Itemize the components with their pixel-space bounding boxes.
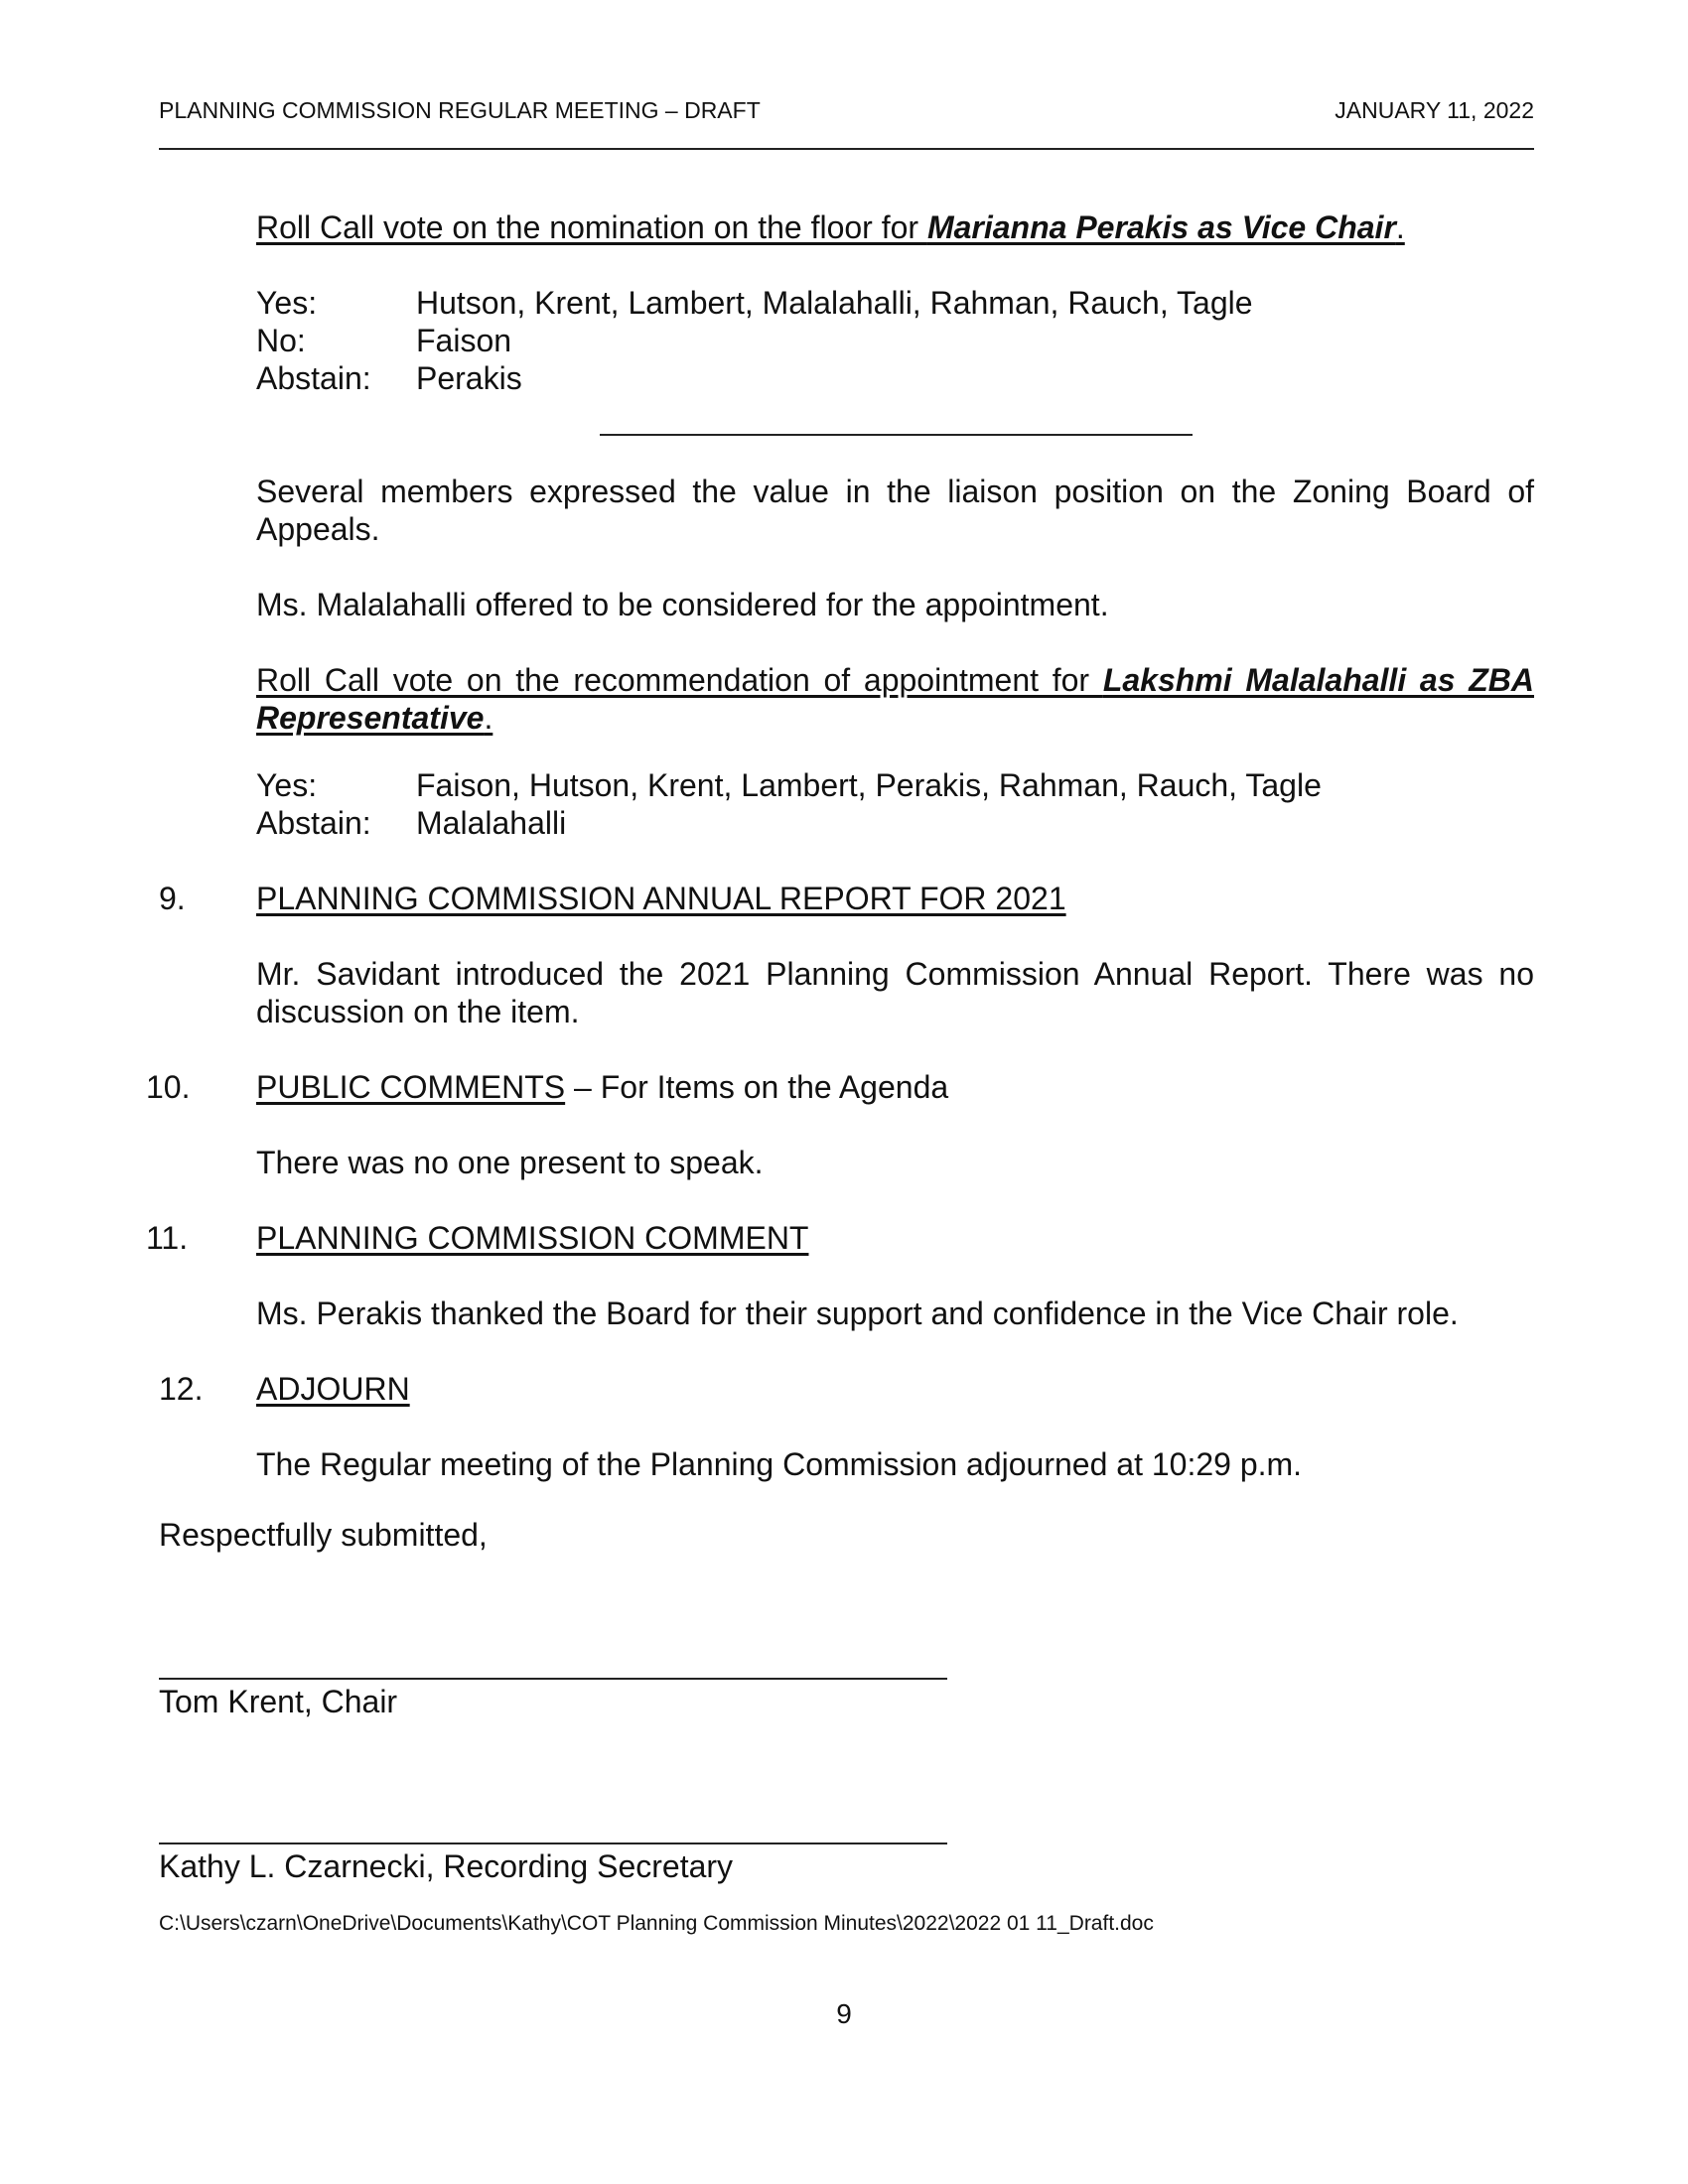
section-number: 10. bbox=[146, 1069, 191, 1105]
zba-vote-heading bbox=[256, 661, 1534, 737]
section-title: PUBLIC COMMENTS bbox=[256, 1069, 566, 1105]
zba-paragraph: Several members expressed the value in the liaison position on the Zoning Board of Appeals. bbox=[256, 474, 1534, 547]
separator-rule bbox=[600, 434, 1193, 436]
vote-label: Yes: bbox=[256, 285, 318, 321]
section-body: Ms. Perakis thanked the Board for their support and confidence in the Vice Chair role. bbox=[256, 1296, 1459, 1331]
vote-members: Hutson, Krent, Lambert, Malalahalli, Rahman, Rauch, Tagle bbox=[416, 285, 1253, 321]
section-title-suffix: – For Items on the Agenda bbox=[565, 1069, 949, 1105]
header-rule bbox=[159, 148, 1534, 150]
section-title-line bbox=[256, 1068, 948, 1106]
section-title: PLANNING COMMISSION ANNUAL REPORT FOR 2021 bbox=[256, 881, 1066, 916]
vote-members: Perakis bbox=[416, 360, 522, 396]
zba-vote-subject: Lakshmi Malalahalli as ZBA Representative bbox=[256, 662, 1535, 736]
signature-line bbox=[159, 1678, 947, 1680]
section-number: 9. bbox=[159, 881, 186, 916]
section-title: ADJOURN bbox=[256, 1371, 410, 1407]
page-number: 9 bbox=[836, 1998, 852, 2029]
zba-vote-period: . bbox=[484, 700, 493, 736]
vote-label: Abstain: bbox=[256, 805, 371, 841]
signatory-name: Tom Krent, Chair bbox=[159, 1684, 398, 1719]
vice-chair-vote-heading bbox=[256, 208, 1534, 246]
vote-label: No: bbox=[256, 323, 306, 358]
vice-chair-vote-subject: Marianna Perakis as Vice Chair bbox=[926, 209, 1396, 245]
file-path: C:\Users\czarn\OneDrive\Documents\Kathy\COT Planning Commission Minutes\2022\2022 01 11_Draft.doc bbox=[159, 1912, 1154, 1935]
section-number: 11. bbox=[146, 1220, 189, 1256]
vice-chair-vote-intro: Roll Call vote on the nomination on the floor for bbox=[256, 209, 927, 245]
signature-line bbox=[159, 1843, 947, 1844]
vice-chair-vote-period: . bbox=[1395, 209, 1405, 245]
vote-members: Faison bbox=[416, 323, 512, 358]
vote-label: Abstain: bbox=[256, 360, 371, 396]
page-header bbox=[159, 97, 1534, 127]
vote-members: Faison, Hutson, Krent, Lambert, Perakis, Rahman, Rauch, Tagle bbox=[416, 767, 1322, 803]
header-title: PLANNING COMMISSION REGULAR MEETING – DRAFT bbox=[159, 97, 761, 123]
section-body: There was no one present to speak. bbox=[256, 1145, 764, 1180]
section-body: Mr. Savidant introduced the 2021 Planning Commission Annual Report. There was no discussion on the item. bbox=[256, 956, 1534, 1029]
section-number: 12. bbox=[159, 1371, 204, 1407]
zba-offer-paragraph: Ms. Malalahalli offered to be considered for the appointment. bbox=[256, 587, 1109, 622]
closing-text: Respectfully submitted, bbox=[159, 1517, 488, 1553]
vote-members: Malalahalli bbox=[416, 805, 567, 841]
header-date: JANUARY 11, 2022 bbox=[1335, 97, 1534, 123]
vote-label: Yes: bbox=[256, 767, 318, 803]
section-title: PLANNING COMMISSION COMMENT bbox=[256, 1220, 809, 1256]
signatory-name: Kathy L. Czarnecki, Recording Secretary bbox=[159, 1848, 734, 1884]
zba-vote-intro: Roll Call vote on the recommendation of appointment for bbox=[256, 662, 1103, 698]
section-body: The Regular meeting of the Planning Commission adjourned at 10:29 p.m. bbox=[256, 1446, 1303, 1482]
